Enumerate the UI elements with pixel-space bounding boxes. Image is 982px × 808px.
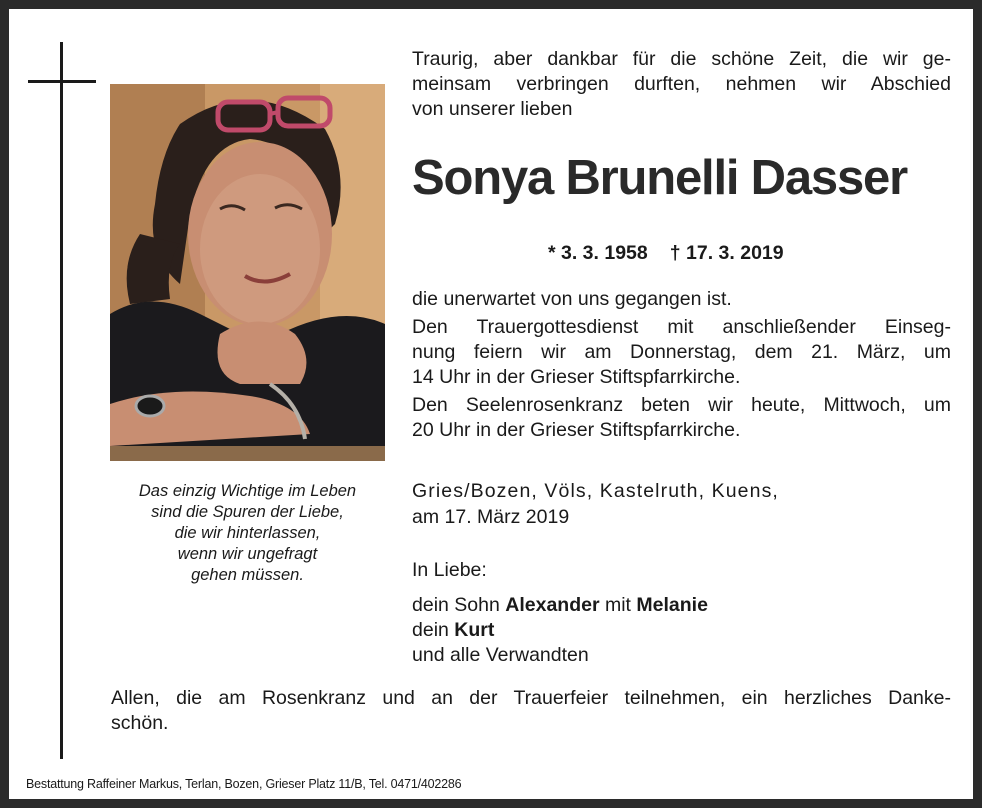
closing-line: schön. <box>111 712 169 734</box>
intro-paragraph <box>412 47 951 122</box>
death-date: † 17. 3. 2019 <box>669 242 784 264</box>
birth-date: * 3. 3. 1958 <box>548 242 648 264</box>
quote-line: gehen müssen. <box>191 566 304 584</box>
closing-line: Allen, die am Rosenkranz und an der Trauerfeier teilnehmen, ein herzliches Danke- <box>111 687 951 709</box>
intro-line: meinsam verbringen durften, nehmen wir Abschied <box>412 73 951 95</box>
body-line: die unerwartet von uns gegangen ist. <box>412 288 732 310</box>
date-line: am 17. März 2019 <box>412 506 570 528</box>
memorial-quote <box>110 481 385 586</box>
place-line: Gries/Bozen, Völs, Kastelruth, Kuens, <box>412 480 779 502</box>
portrait-photo <box>110 84 385 461</box>
mourners-list <box>412 558 708 668</box>
life-dates <box>548 242 784 265</box>
signers-intro: In Liebe: <box>412 559 487 581</box>
signer-kurt <box>412 618 708 643</box>
intro-line: von unserer lieben <box>412 98 573 120</box>
deceased-name: Sonya Brunelli Dasser <box>412 151 907 205</box>
body-line: 14 Uhr in der Grieser Stiftspfarrkirche. <box>412 366 741 388</box>
signer-son <box>412 593 708 618</box>
cross-icon-vertical <box>60 42 63 759</box>
signer-relatives: und alle Verwandten <box>412 644 589 666</box>
quote-line: wenn wir ungefragt <box>177 545 318 563</box>
funeral-home-footer: Bestattung Raffeiner Markus, Terlan, Bozen, Grieser Platz 11/B, Tel. 0471/402286 <box>26 777 462 791</box>
intro-line: Traurig, aber dankbar für die schöne Zeit, die wir ge- <box>412 48 951 70</box>
signer-prefix: dein <box>412 619 449 641</box>
quote-line: sind die Spuren der Liebe, <box>151 503 344 521</box>
signer-prefix: dein Sohn <box>412 594 500 616</box>
signer-name: Melanie <box>636 594 708 616</box>
quote-line: die wir hinterlassen, <box>174 524 321 542</box>
place-and-date <box>412 478 882 530</box>
body-line: Den Trauergottesdienst mit anschließender Einseg- <box>412 316 951 338</box>
body-line: nung feiern wir am Donnerstag, dem 21. März, um <box>412 341 951 363</box>
quote-line: Das einzig Wichtige im Leben <box>138 482 357 500</box>
body-line: 20 Uhr in der Grieser Stiftspfarrkirche. <box>412 419 741 441</box>
signer-connector: mit <box>604 594 631 616</box>
service-details <box>412 287 951 443</box>
body-line: Den Seelenrosenkranz beten wir heute, Mittwoch, um <box>412 394 951 416</box>
cross-icon-horizontal <box>28 80 96 83</box>
closing-thanks <box>111 686 951 736</box>
signer-name: Kurt <box>454 619 495 641</box>
signer-name: Alexander <box>505 594 600 616</box>
